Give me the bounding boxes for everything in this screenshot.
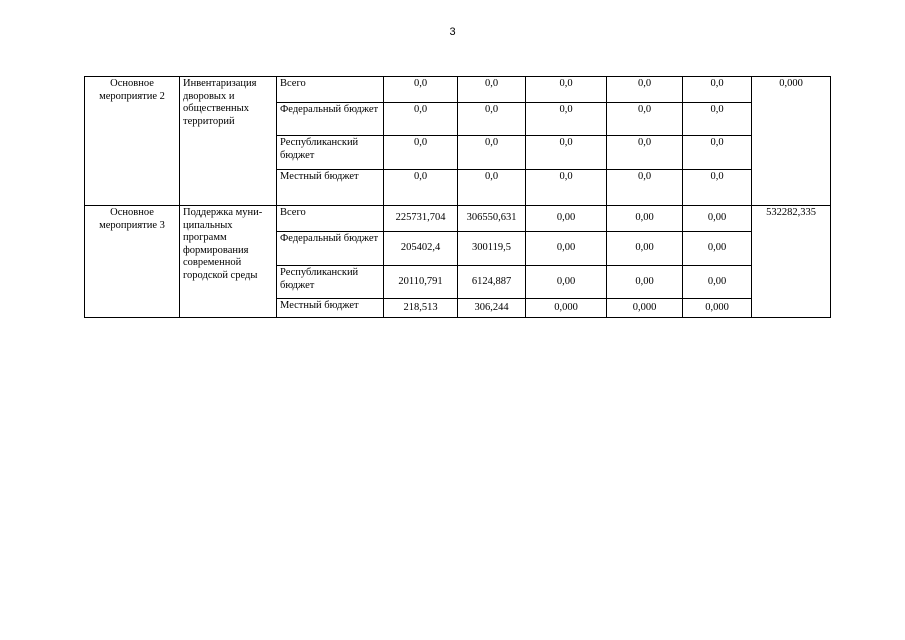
value-cell: 0,0	[526, 77, 607, 103]
value-cell: 0,00	[607, 266, 683, 299]
value-cell: 0,0	[683, 170, 752, 206]
value-cell: 0,000	[526, 299, 607, 318]
event-cell: Основное мероприятие 2	[85, 77, 180, 206]
value-cell: 0,0	[683, 77, 752, 103]
value-cell: 0,00	[526, 266, 607, 299]
value-cell: 0,0	[458, 170, 526, 206]
source-cell: Федеральный бюджет	[277, 103, 384, 136]
value-cell: 0,00	[607, 232, 683, 266]
value-cell: 0,0	[458, 103, 526, 136]
value-cell: 306550,631	[458, 206, 526, 232]
value-cell: 0,0	[384, 170, 458, 206]
value-cell: 0,00	[526, 206, 607, 232]
value-cell: 0,0	[607, 170, 683, 206]
value-cell: 0,00	[607, 206, 683, 232]
value-cell: 218,513	[384, 299, 458, 318]
page-number: 3	[449, 26, 456, 38]
value-cell: 0,00	[683, 232, 752, 266]
source-cell: Республиканский бюджет	[277, 266, 384, 299]
total-cell: 0,000	[752, 77, 831, 206]
value-cell: 0,0	[683, 103, 752, 136]
value-cell: 205402,4	[384, 232, 458, 266]
table-row	[85, 77, 831, 103]
source-cell: Федеральный бюджет	[277, 232, 384, 266]
value-cell: 0,0	[458, 77, 526, 103]
value-cell: 0,000	[607, 299, 683, 318]
value-cell: 0,0	[526, 103, 607, 136]
value-cell: 0,0	[458, 136, 526, 170]
value-cell: 0,00	[526, 232, 607, 266]
value-cell: 225731,704	[384, 206, 458, 232]
event-cell: Основное мероприятие 3	[85, 206, 180, 318]
description-cell: Поддержка муни-ципальных программ формирования современной городской среды	[180, 206, 277, 318]
total-cell: 532282,335	[752, 206, 831, 318]
value-cell: 0,0	[607, 77, 683, 103]
source-cell: Всего	[277, 206, 384, 232]
source-cell: Всего	[277, 77, 384, 103]
value-cell: 0,000	[683, 299, 752, 318]
description-cell: Инвентаризация дворовых и общественных территорий	[180, 77, 277, 206]
value-cell: 0,0	[526, 136, 607, 170]
value-cell: 0,0	[384, 103, 458, 136]
value-cell: 0,00	[683, 266, 752, 299]
value-cell: 300119,5	[458, 232, 526, 266]
value-cell: 0,0	[607, 103, 683, 136]
value-cell: 306,244	[458, 299, 526, 318]
source-cell: Республиканский бюджет	[277, 136, 384, 170]
table-row	[85, 206, 831, 232]
value-cell: 20110,791	[384, 266, 458, 299]
source-cell: Местный бюджет	[277, 170, 384, 206]
source-cell: Местный бюджет	[277, 299, 384, 318]
value-cell: 0,0	[683, 136, 752, 170]
value-cell: 0,0	[384, 136, 458, 170]
value-cell: 0,0	[384, 77, 458, 103]
budget-table	[84, 76, 831, 318]
value-cell: 0,0	[526, 170, 607, 206]
value-cell: 0,0	[607, 136, 683, 170]
value-cell: 0,00	[683, 206, 752, 232]
value-cell: 6124,887	[458, 266, 526, 299]
